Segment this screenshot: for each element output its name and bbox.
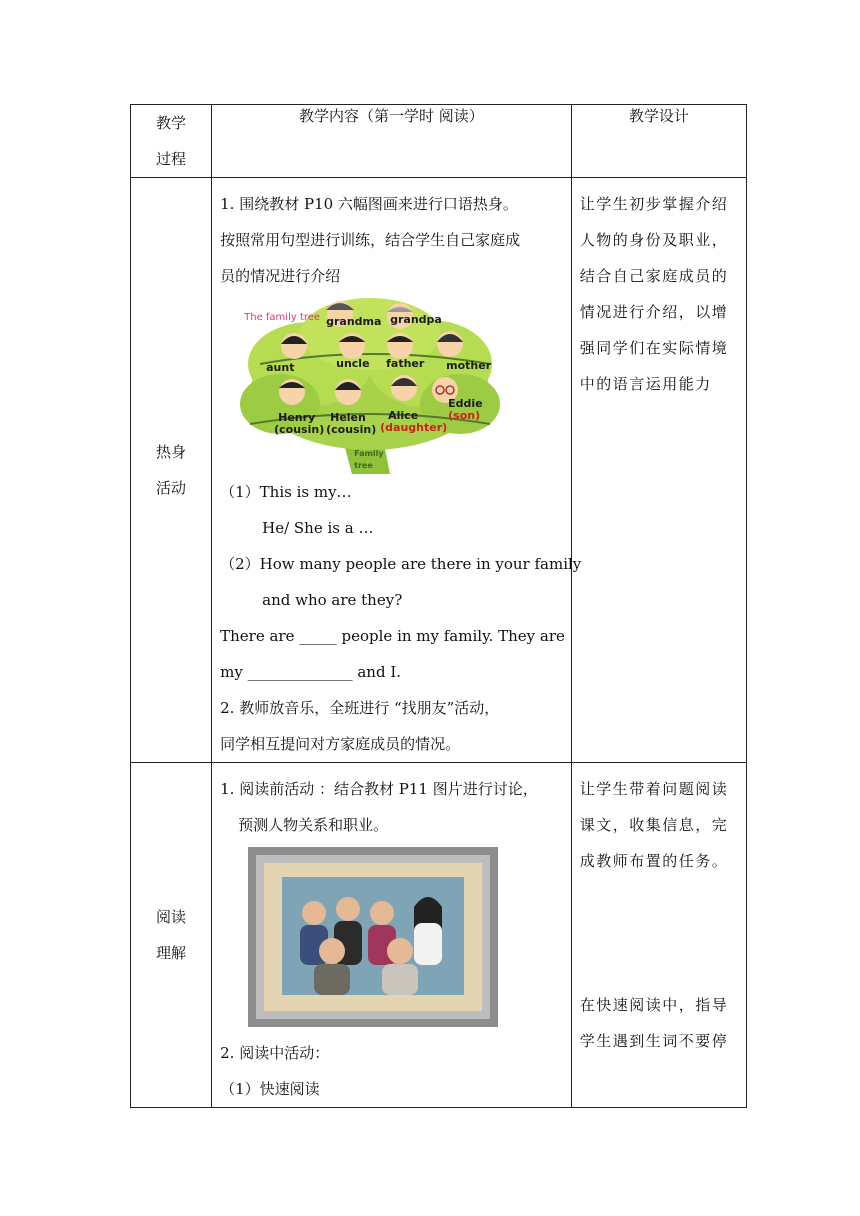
reading-design-line: 学生遇到生词不要停 (579, 1032, 729, 1050)
header-design-cell: 教学设计 (571, 105, 746, 178)
face-aunt (281, 333, 307, 359)
reading-item2: 2. 阅读中活动： (220, 1044, 330, 1062)
label-grandpa: grandpa (390, 313, 442, 326)
warmup-design-line: 中的语言运用能力 (579, 375, 712, 393)
lesson-plan-table (130, 104, 747, 1108)
warmup-design-line: 人物的身份及职业， (579, 231, 729, 249)
reading-design-line: 成教师布置的任务。 (579, 852, 729, 870)
reading-item1-line2: 预测人物关系和职业。 (238, 816, 389, 834)
face-mother (437, 331, 463, 357)
family-tree-title: The family tree (244, 312, 321, 323)
warmup-question1: （1）This is my… (220, 483, 352, 501)
reading-design-cell (571, 763, 746, 1108)
warmup-stage-line2: 活动 (156, 479, 187, 497)
warmup-design-cell (571, 178, 746, 763)
label-father: father (386, 357, 425, 370)
face-father (387, 333, 413, 359)
warmup-design-line: 情况进行介绍，以增 (579, 303, 729, 321)
label-eddie: Eddie (448, 397, 483, 410)
reading-stage-line2: 理解 (156, 944, 187, 962)
label-henry-role: (cousin) (274, 423, 325, 436)
face-alice (391, 375, 417, 401)
family-tree-illustration (220, 294, 565, 474)
label-grandma: grandma (326, 315, 382, 328)
warmup-design-line: 让学生初步掌握介绍 (579, 195, 729, 213)
table-row-reading (131, 763, 747, 1108)
reading-design-spacer (580, 879, 740, 987)
reading-design-line: 在快速阅读中，指导 (579, 996, 729, 1014)
label-uncle: uncle (336, 357, 370, 370)
label-alice: Alice (388, 409, 419, 422)
warmup-stage-line1: 热身 (156, 443, 187, 461)
face-helen (335, 379, 361, 405)
warmup-answer-line1: There are _____ people in my family. They are (220, 627, 565, 645)
header-stage-cell (131, 105, 212, 178)
reading-design-line: 让学生带着问题阅读 (579, 780, 729, 798)
label-eddie-role: (son) (448, 409, 481, 422)
warmup-question1-answer: He/ She is a … (262, 519, 374, 537)
warmup-item1-line2: 按照常用句型进行训练，结合学生自己家庭成 (220, 231, 521, 249)
family-photo-image (248, 847, 498, 1027)
label-mother: mother (446, 359, 492, 372)
label-alice-role: (daughter) (380, 421, 448, 434)
table-row-warmup (131, 178, 747, 763)
header-stage-line2: 过程 (156, 150, 187, 168)
face-uncle (339, 333, 365, 359)
header-stage-line1: 教学 (156, 114, 187, 132)
warmup-content-cell (212, 178, 582, 763)
warmup-stage-cell (131, 178, 212, 763)
reading-stage-cell (131, 763, 212, 1108)
reading-content-cell (212, 763, 572, 1108)
warmup-item1-line1: 1. 围绕教材 P10 六幅图画来进行口语热身。 (220, 195, 518, 213)
warmup-item1-line3: 员的情况进行介绍 (220, 267, 341, 285)
warmup-question2: （2）How many people are there in your family (220, 555, 582, 573)
reading-design-line: 课文，收集信息，完 (579, 816, 729, 834)
warmup-item2-line1: 2. 教师放音乐，全班进行 “找朋友”活动， (220, 699, 500, 717)
reading-item2-sub1: （1）快速阅读 (220, 1080, 320, 1098)
label-henry: Henry (278, 411, 316, 424)
label-helen: Helen (330, 411, 366, 424)
family-photo-frame (220, 843, 565, 1035)
label-trunk: Family tree (354, 449, 384, 470)
face-henry (279, 379, 305, 405)
warmup-question2-cont: and who are they? (262, 591, 403, 609)
warmup-design-line: 强同学们在实际情境 (579, 339, 729, 357)
header-content-cell: 教学内容（第一学时 阅读） (212, 105, 572, 178)
label-aunt: aunt (266, 361, 295, 374)
warmup-item2-line2: 同学相互提问对方家庭成员的情况。 (220, 735, 461, 753)
reading-item1-line1: 1. 阅读前活动 ：结合教材 P11 图片进行讨论， (220, 780, 538, 798)
warmup-design-line: 结合自己家庭成员的 (579, 267, 729, 285)
table-header-row (131, 105, 747, 178)
warmup-answer-line2: my ______________ and I. (220, 663, 402, 681)
reading-stage-line1: 阅读 (156, 908, 187, 926)
label-helen-role: (cousin) (326, 423, 377, 436)
